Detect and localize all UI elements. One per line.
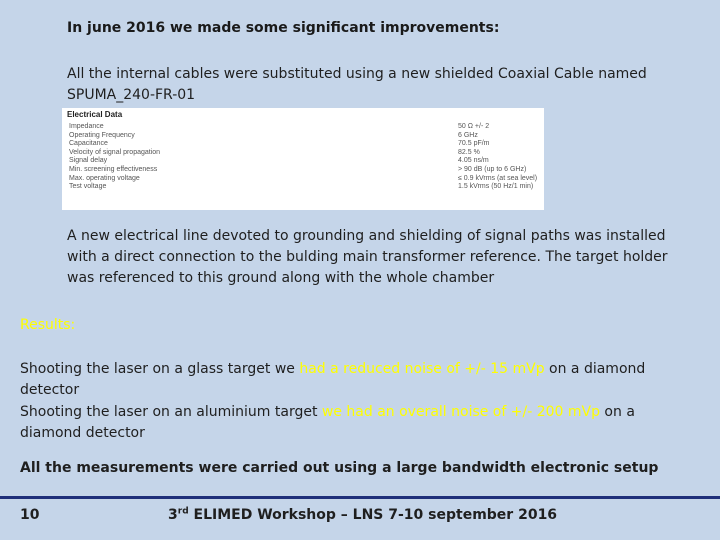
grounding-paragraph: A new electrical line devoted to grounding and shielding of signal paths was installed with a direct connection to the bulding main transformer reference. The target holder was referenced to this ground along with the whole chamber: [67, 228, 668, 286]
table-label: Velocity of signal propagation: [69, 148, 161, 156]
table-value: 6 GHz: [458, 131, 478, 139]
measurements-note: All the measurements were carried out using a large bandwidth electronic setup: [20, 460, 659, 476]
table-value: > 90 dB (up to 6 GHz): [458, 165, 527, 173]
table-label: Operating Frequency: [69, 131, 135, 139]
footer-title-number: 3: [168, 507, 178, 523]
table-label: Min. screening effectiveness: [69, 165, 158, 173]
table-label: Signal delay: [69, 157, 108, 165]
electrical-data-table: [62, 108, 544, 210]
table-value: 70.5 pF/m: [458, 140, 490, 148]
result-text: on a diamond detector: [20, 361, 646, 398]
cables-paragraph: All the internal cables were substituted using a new shielded Coaxial Cable named SPUMA_240-FR-01: [67, 66, 647, 103]
result-glass-target: [20, 359, 680, 401]
page-number: 10: [20, 507, 40, 523]
result-text: on a diamond detector: [20, 404, 635, 441]
table-value: 82.5 %: [458, 148, 480, 156]
results-label: Results:: [20, 317, 76, 333]
table-label: Test voltage: [69, 183, 107, 191]
table-value: 4.05 ns/m: [458, 157, 489, 165]
table-value: 1.5 kVrms (50 Hz/1 min): [458, 183, 534, 191]
result-aluminium-target: [20, 402, 680, 444]
result-text: Shooting the laser on an aluminium target: [20, 404, 322, 420]
table-value: ≤ 0.9 kVrms (at sea level): [458, 174, 538, 182]
footer-divider: [0, 496, 720, 499]
table-values: [458, 123, 537, 192]
table-label: Max. operating voltage: [69, 174, 140, 182]
table-label: Capacitance: [69, 140, 108, 148]
result-highlight: had a reduced noise of +/- 15 mVp: [299, 361, 545, 377]
footer-title-ordinal: rd: [177, 506, 189, 517]
table-label: Impedance: [69, 123, 104, 130]
result-highlight: we had an overall noise of +/- 200 mVp: [321, 404, 600, 420]
slide-heading: In june 2016 we made some significant improvements:: [67, 20, 500, 36]
footer-title: [168, 507, 557, 523]
result-text: Shooting the laser on a glass target we: [20, 361, 300, 377]
footer-title-text: ELIMED Workshop – LNS 7-10 september 2016: [188, 507, 558, 523]
table-labels: [69, 123, 160, 192]
table-title: Electrical Data: [67, 110, 123, 119]
table-value: 50 Ω +/- 2: [458, 123, 490, 130]
